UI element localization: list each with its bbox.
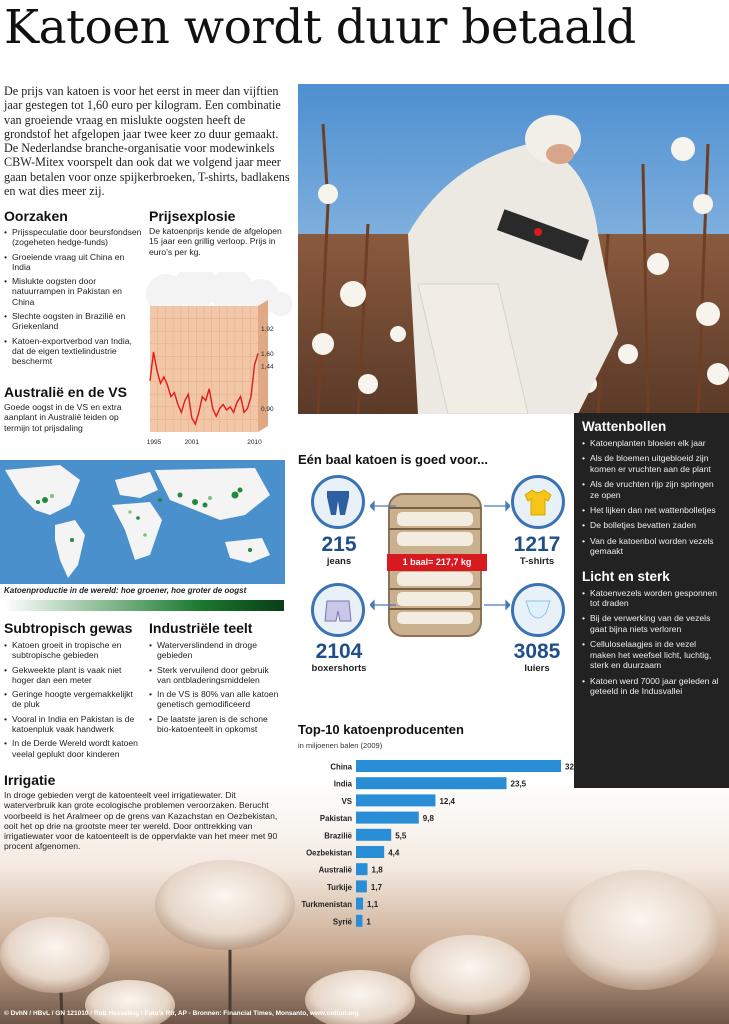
world-map xyxy=(0,460,285,584)
tshirts-count: 1217 xyxy=(513,533,561,556)
list-item: • Geringe hoogte vergemakkelijkt de pluk xyxy=(4,689,142,710)
list-item: • Slechte oogsten in Brazilië en Griekenland xyxy=(4,311,142,332)
prijsexplosie-heading: Prijsexplosie xyxy=(149,208,236,224)
bar-category-label: Australië xyxy=(318,865,352,875)
bar xyxy=(356,794,435,806)
industrieel-heading: Industriële teelt xyxy=(149,620,253,636)
diapers-label: luiers xyxy=(524,663,550,674)
bar-value-label: 9,8 xyxy=(422,814,434,824)
list-item: • Vooral in India en Pakistan is de katoenpluk vaak handwerk xyxy=(4,714,142,735)
jeans-icon xyxy=(311,475,365,529)
list-item: • Katoenvezels worden gesponnen tot draden xyxy=(582,588,721,609)
list-item: • Katoen werd 7000 jaar geleden al geteeld in de Indusvallei xyxy=(582,676,721,697)
cotton-cloud xyxy=(269,292,292,316)
bar xyxy=(356,760,561,772)
list-item: • Het lijken dan net wattenbolletjes xyxy=(582,505,721,515)
list-item: • De bolletjes bevatten zaden xyxy=(582,520,721,530)
list-item: • In de VS is 80% van alle katoen genetisch gemodificeerd xyxy=(149,689,283,710)
tshirts-label: T-shirts xyxy=(519,556,555,567)
bar-category-label: India xyxy=(333,779,352,789)
subtropisch-list xyxy=(4,640,142,763)
jeans-count: 215 xyxy=(321,533,357,556)
bar-value-label: 4,4 xyxy=(388,848,400,858)
bar xyxy=(356,898,363,910)
list-item: • Katoen groeit in tropische en subtropische gebieden xyxy=(4,640,142,661)
bar-value-label: 12,4 xyxy=(439,796,456,806)
map-legend-gradient xyxy=(4,600,284,611)
list-item: • Waterverslindend in droge gebieden xyxy=(149,640,283,661)
map-caption: Katoenproductie in de wereld: hoe groener, hoe groter de oogst xyxy=(4,586,247,595)
bar-category-label: Pakistan xyxy=(319,814,352,824)
bar xyxy=(356,863,368,875)
price-line-chart xyxy=(146,272,292,452)
x-tick-label: 1995 xyxy=(146,439,162,446)
list-item: • Sterk vervuilend door gebruik van ontbladeringsmiddelen xyxy=(149,665,283,686)
wattenbollen-panel xyxy=(574,413,729,788)
bar-value-label: 1,8 xyxy=(371,865,383,875)
jeans-label: jeans xyxy=(326,556,352,567)
y-tick-label: 1,60 xyxy=(261,350,274,358)
australie-heading: Australië en de VS xyxy=(4,384,127,400)
list-item: • Van de katoenbol worden vezels gemaakt xyxy=(582,536,721,557)
list-item: • Katoenplanten bloeien elk jaar xyxy=(582,438,721,448)
bar-value-label: 5,5 xyxy=(395,831,407,841)
bar xyxy=(356,846,384,858)
oorzaken-heading: Oorzaken xyxy=(4,208,68,224)
page-title: Katoen wordt duur betaald xyxy=(4,0,636,55)
cotton-picker-photo xyxy=(298,84,729,414)
list-item: • Katoen-exportverbod van India, dat de eigen textielindustrie beschermt xyxy=(4,336,142,367)
list-item: • Celluloselaagjes in de vezel maken het weefsel licht, luchtig, sterk en duurzaam xyxy=(582,639,721,670)
bar-category-label: Turkije xyxy=(327,882,352,892)
list-item: • Als de vruchten rijp zijn springen ze open xyxy=(582,479,721,500)
bar xyxy=(356,812,419,824)
bar xyxy=(356,915,362,927)
list-item: • Mislukte oogsten door natuurrampen in Pakistan en China xyxy=(4,276,142,307)
x-tick-label: 2010 xyxy=(247,439,262,446)
bar-value-label: 1 xyxy=(366,917,371,927)
bar-category-label: China xyxy=(330,762,352,772)
list-item: • Als de bloemen uitgebloeid zijn komen er vruchten aan de plant xyxy=(582,453,721,474)
bar-category-label: Oezbekistan xyxy=(306,848,352,858)
list-item: • Bij de verwerking van de vezels gaat bijna niets verloren xyxy=(582,613,721,634)
wattenbollen-list xyxy=(582,438,721,557)
intro-text: De prijs van katoen is voor het eerst in meer dan vijftien jaar gestegen tot 1,60 euro per kilogram. Een combinatie van groeiende vraag en mislukte oogsten heeft de grondstof het afgelopen jaar twee keer zo duur gemaakt. De Nederlandse branche-organisatie voor modewinkels CBW-Mitex voorspelt dan ook dat we volgend jaar meer gaan betalen voor onze spijkerbroeken, T-shirts, badlakens en wat dies meer zij. xyxy=(4,84,290,199)
bar-value-label: 23,5 xyxy=(510,779,527,789)
baal-heading: Eén baal katoen is goed voor... xyxy=(298,452,488,467)
boxershorts-count: 2104 xyxy=(315,640,363,663)
bar-category-label: Syrië xyxy=(332,917,352,927)
list-item: • Groeiende vraag uit China en India xyxy=(4,252,142,273)
bar xyxy=(356,829,391,841)
y-tick-label: 1,92 xyxy=(261,325,274,333)
bar-value-label: 1,7 xyxy=(370,882,383,892)
bar-category-label: VS xyxy=(341,796,352,806)
top10-subheading: in miljoenen balen (2009) xyxy=(298,741,383,750)
list-item: • Prijsspeculatie door beursfondsen (zogeheten hedge-funds) xyxy=(4,227,142,248)
australie-text: Goede oogst in de VS en extra aanplant in Australië leiden op termijn tot prijsdaling xyxy=(4,402,122,433)
bar xyxy=(356,880,367,892)
industrieel-list xyxy=(149,640,283,738)
top10-bar-chart xyxy=(294,758,574,934)
bar xyxy=(356,777,507,789)
prijsexplosie-text: De katoenprijs kende de afgelopen 15 jaar een grillig verloop. Prijs in euro's per kg. xyxy=(149,226,282,257)
bar-category-label: Brazilië xyxy=(324,831,352,841)
x-tick-label: 2001 xyxy=(184,439,200,446)
bar-category-label: Turkmenistan xyxy=(301,900,352,910)
wattenbollen-heading: Wattenbollen xyxy=(582,419,667,434)
subtropisch-heading: Subtropisch gewas xyxy=(4,620,133,636)
boxershorts-label: boxershorts xyxy=(311,663,367,674)
list-item: • De laatste jaren is de schone bio-katoenteelt in opkomst xyxy=(149,714,283,735)
diaper-icon xyxy=(511,583,565,637)
tshirt-icon xyxy=(511,475,565,529)
diapers-count: 3085 xyxy=(513,640,561,663)
bale-weight-label: 1 baal= 217,7 kg xyxy=(387,554,487,571)
list-item: • In de Derde Wereld wordt katoen veelal geplukt door kinderen xyxy=(4,738,142,759)
credit-line: © DvhN / HBvL / GN 121010 / Rob Hesseling / Foto's Rtr, AP - Bronnen: Financial Times, Monsanto, www.cotton.org xyxy=(4,1010,359,1017)
boxershorts-icon xyxy=(311,583,365,637)
bale-arrows xyxy=(370,490,510,620)
bar-value-label: 1,1 xyxy=(367,900,379,910)
oorzaken-list xyxy=(4,227,142,371)
lichtsterk-list xyxy=(582,588,721,697)
lichtsterk-heading: Licht en sterk xyxy=(582,568,670,584)
irrigatie-text: In droge gebieden vergt de katoenteelt veel irrigatiewater. Dit waterverbruik kan grote ecologische problemen veroorzaken. Berucht voorbeeld is het Aralmeer op de grens van Kazachstan en Oezbekistan, ooit het op drie na grootste meer ter wereld. Door onttrekking van irrigatiewater voor de katoenteelt is de oppervlakte van het meer met 90 procent afgenomen. xyxy=(4,790,278,852)
top10-heading: Top-10 katoenproducenten xyxy=(298,722,464,737)
y-tick-label: 0,90 xyxy=(261,405,274,413)
bar-value-label: 32 xyxy=(565,762,574,772)
list-item: • Gekweekte plant is vaak niet hoger dan een meter xyxy=(4,665,142,686)
irrigatie-heading: Irrigatie xyxy=(4,772,56,788)
y-tick-label: 1,44 xyxy=(261,363,274,371)
